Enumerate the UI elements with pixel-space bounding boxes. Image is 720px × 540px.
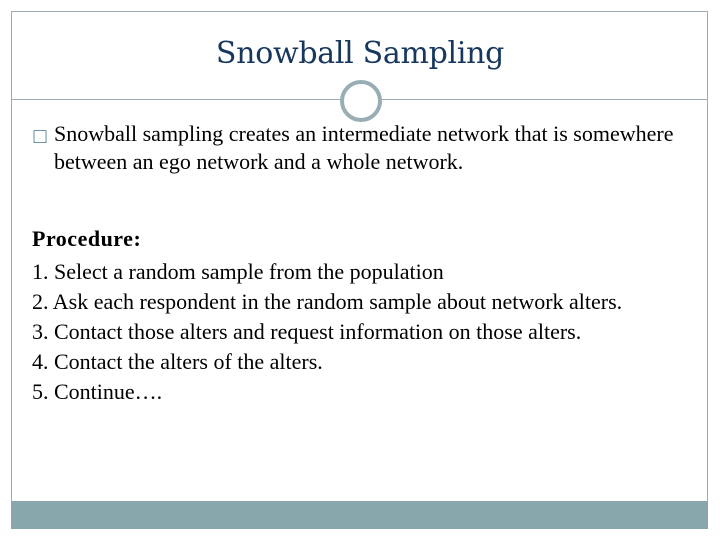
intro-bullet — [32, 121, 714, 175]
divider-circle-ornament — [340, 80, 382, 122]
procedure-step: 4. Contact the alters of the alters. — [32, 349, 323, 374]
procedure-step: 5. Continue…. — [32, 379, 163, 404]
square-bullet-icon: □ — [32, 126, 49, 146]
slide-title: Snowball Sampling — [215, 36, 505, 71]
title-divider-right — [381, 99, 708, 100]
footer-bar — [11, 501, 708, 529]
title-divider-left — [11, 99, 341, 100]
procedure-steps-list — [32, 259, 692, 409]
intro-bullet-text: Snowball sampling creates an intermediate network that is somewhere between an ego network and a whole network. — [54, 121, 674, 174]
procedure-step: 3. Contact those alters and request information on those alters. — [32, 319, 582, 344]
procedure-step: 2. Ask each respondent in the random sample about network alters. — [32, 289, 623, 314]
procedure-step: 1. Select a random sample from the population — [32, 259, 444, 284]
procedure-heading: Procedure: — [32, 226, 142, 251]
